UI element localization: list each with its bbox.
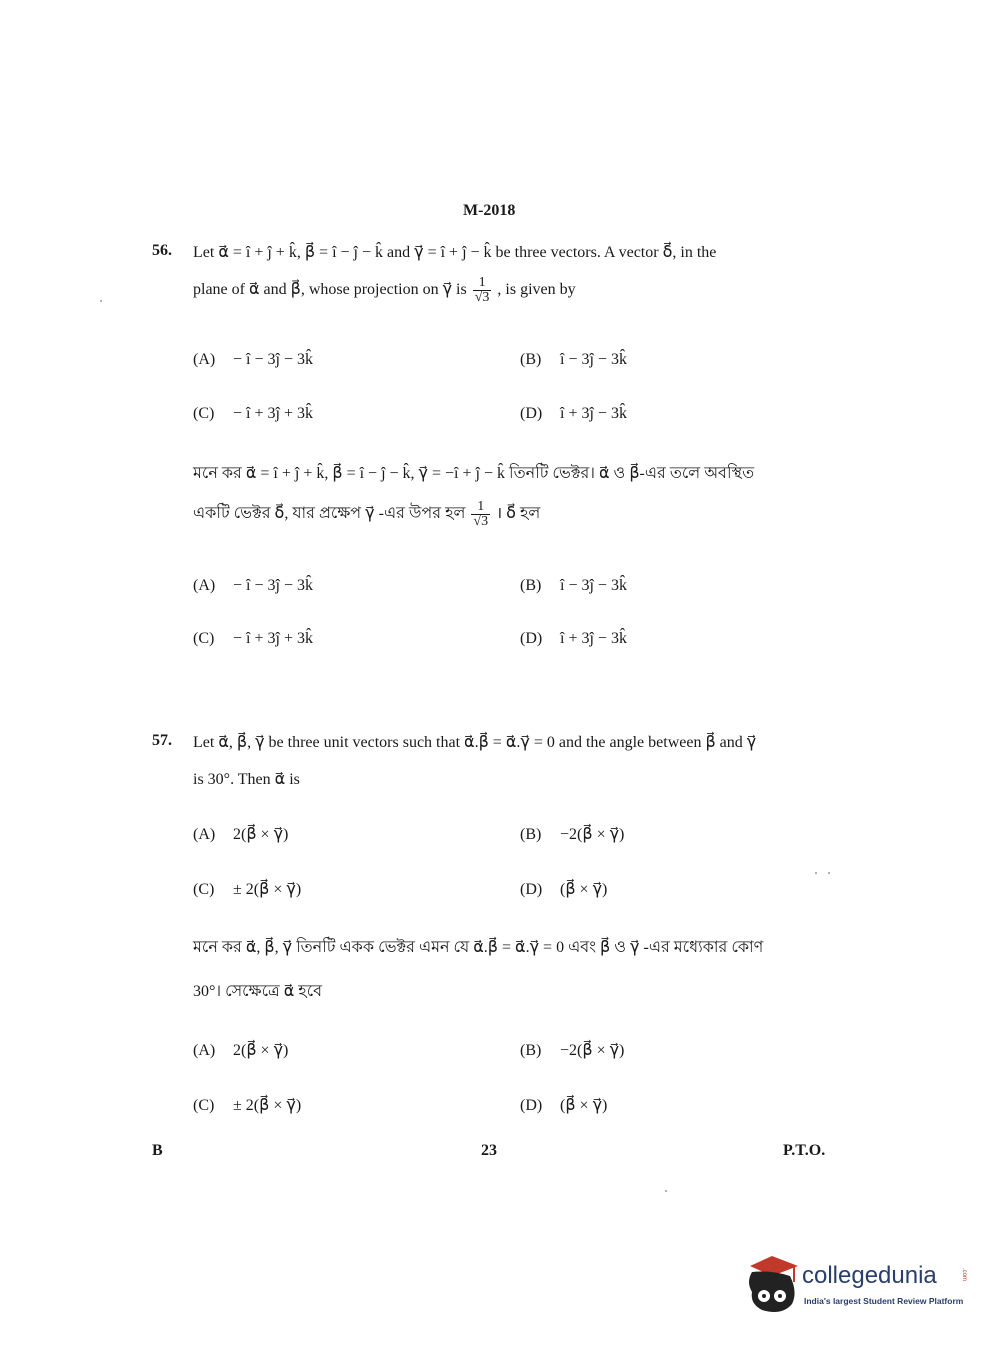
option-value: −2(β⃗ × γ⃗) [560,1042,625,1059]
question-56-line1: Let α⃗ = î + ĵ + k̂, β⃗ = î − ĵ − k̂ and γ⃗ = î + ĵ − k̂ be three vectors. A vector δ⃗, in the [193,244,717,261]
q57-option-d [520,879,607,899]
option-label: (C) [193,881,215,898]
option-label: (A) [193,826,216,843]
question-57-line1: Let α⃗, β⃗, γ⃗ be three unit vectors such that α⃗.β⃗ = α⃗.γ⃗ = 0 and the angle between β⃗ and γ⃗ [193,734,757,751]
q57-bengali-option-d [520,1095,607,1115]
q56-bengali-option-d [520,630,627,648]
page-header-code: M-2018 [463,202,516,219]
fraction-one-over-root3 [473,276,492,305]
q57-option-c [193,879,301,899]
fraction-numerator: 1 [473,276,492,291]
q56-option-a [193,351,313,369]
option-value: î − 3ĵ − 3k̂ [560,351,627,368]
question-57-line2: is 30°. Then α⃗ is [193,771,300,788]
option-label: (B) [520,577,542,594]
option-value: (β⃗ × γ⃗) [560,1097,608,1114]
q57-bengali-option-b [520,1040,624,1060]
question-56-bengali-line1: মনে কর α⃗ = î + ĵ + k̂, β⃗ = î − ĵ − k̂, γ⃗ = −î + ĵ − k̂ তিনটি ভেক্টর। α⃗ ও β⃗-এর তলে অবস্থিত [193,465,755,482]
question-56-line2-pre: plane of α⃗ and β⃗, whose projection on γ⃗ is [193,281,467,299]
question-57-bengali-line1: মনে কর α⃗, β⃗, γ⃗ তিনটি একক ভেক্টর এমন যে α⃗.β⃗ = α⃗.γ⃗ = 0 এবং β⃗ ও γ⃗ -এর মধ্যেকার কোণ [193,939,764,956]
question-56-number: 56. [152,242,172,259]
question-57-number: 57. [152,732,172,749]
q56-bengali-option-c [193,630,313,648]
footer-booklet-code: B [152,1142,163,1159]
option-value: − î + 3ĵ + 3k̂ [233,405,313,422]
option-label: (C) [193,405,215,422]
logo-suffix: .com [961,1268,967,1282]
logo-wordmark: collegedunia [802,1262,937,1289]
fraction-one-over-root3-bengali [471,500,490,529]
option-value: − î + 3ĵ + 3k̂ [233,630,313,647]
q57-option-a [193,824,288,844]
option-value: −2(β⃗ × γ⃗) [560,826,625,843]
footer-pto: P.T.O. [783,1142,826,1159]
option-value: ± 2(β⃗ × γ⃗) [233,881,302,898]
option-label: (A) [193,351,216,368]
question-56-bengali-line2 [193,500,540,529]
bengali-line2-pre: একটি ভেক্টর δ⃗, যার প্রক্ষেপ γ⃗ -এর উপর হল [193,505,466,523]
scan-speck [828,872,830,874]
option-label: (A) [193,1042,216,1059]
option-label: (B) [520,1042,542,1059]
option-value: î − 3ĵ − 3k̂ [560,577,627,594]
option-label: (B) [520,351,542,368]
scan-speck [665,1190,667,1192]
q56-option-d [520,405,627,423]
option-label: (A) [193,577,216,594]
q56-option-b [520,351,627,369]
option-label: (D) [520,1097,543,1114]
option-value: − î − 3ĵ − 3k̂ [233,577,313,594]
q57-bengali-option-a [193,1040,288,1060]
question-56-line2 [193,276,576,305]
option-value: − î − 3ĵ − 3k̂ [233,351,313,368]
option-label: (C) [193,630,215,647]
fraction-denominator: √3 [473,514,489,529]
fraction-denominator: √3 [474,290,490,305]
fraction-numerator: 1 [471,500,490,515]
q56-option-c [193,405,313,423]
footer-page-number: 23 [481,1142,497,1159]
question-56-line2-post: , is given by [497,281,576,299]
q56-bengali-option-a [193,577,313,595]
option-label: (D) [520,630,543,647]
option-label: (B) [520,826,542,843]
student-mascot-icon [742,1252,802,1322]
q57-bengali-option-c [193,1095,301,1115]
q57-option-b [520,824,624,844]
option-value: ± 2(β⃗ × γ⃗) [233,1097,302,1114]
option-value: î + 3ĵ − 3k̂ [560,405,627,422]
scan-speck [100,300,102,302]
option-label: (C) [193,1097,215,1114]
option-value: (β⃗ × γ⃗) [560,881,608,898]
option-label: (D) [520,881,543,898]
q56-bengali-option-b [520,577,627,595]
bengali-line2-post: । δ⃗ হল [496,505,541,523]
option-value: 2(β⃗ × γ⃗) [233,826,289,843]
option-label: (D) [520,405,543,422]
collegedunia-logo [742,1252,972,1322]
question-57-bengali-line2: 30°। সেক্ষেত্রে α⃗ হবে [193,983,323,1000]
option-value: 2(β⃗ × γ⃗) [233,1042,289,1059]
scan-speck [815,872,817,874]
option-value: î + 3ĵ − 3k̂ [560,630,627,647]
logo-tagline: India's largest Student Review Platform [804,1296,964,1306]
